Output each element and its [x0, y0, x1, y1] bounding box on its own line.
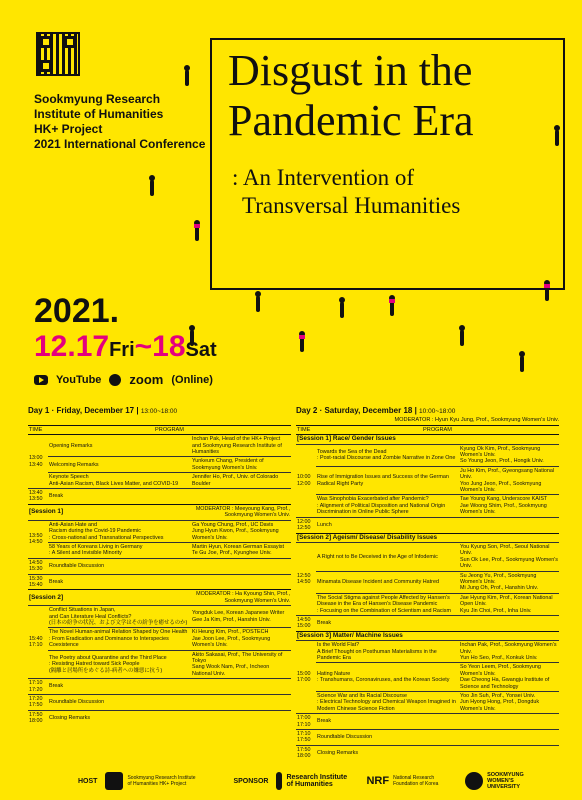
day2-schedule [296, 408, 559, 761]
nrf-logo-icon: NRF [366, 775, 390, 787]
program-cell: Towards the Sea of the Dead : Post-racial Discourse and Zombie Narrative in Zone One [316, 444, 459, 466]
session-title: [Session 1] [28, 504, 191, 520]
day1-table [28, 425, 291, 726]
speaker-cell: Ki Heung Kim, Prof., POSTECH Jae Joon Lee, Prof., Sookmyung Women's Univ. [191, 628, 291, 650]
time-cell: 15:40 17:10 [28, 606, 48, 679]
session-row [28, 590, 291, 606]
end-weekday: Sat [185, 339, 217, 361]
speaker-cell: Kyung Ok Kim, Prof., Sookmyung Women's Univ. So Young Jeon, Prof., Hongik Univ. [459, 444, 559, 466]
time-cell: 10:00 12:00 [296, 444, 316, 517]
program-cell: Break [48, 574, 291, 590]
walking-person-icon [300, 336, 304, 352]
time-cell: 17:50 18:00 [28, 710, 48, 725]
title-line: Disgust in the [228, 46, 473, 95]
session-title: [Session 2] Ageism/ Disease/ Disability Issues [296, 533, 559, 542]
speaker-cell: Inchan Pak, Head of the HK+ Project and Sookmyung Research Institute of Humanities [191, 435, 291, 457]
session-row [28, 504, 291, 520]
program-cell: Conflict Situations in Japan, and Can Literature Heal Conflicts? (日本の紛争の状況、および文学はその紛争を癒せるのか) [48, 606, 191, 628]
program-cell: Roundtable Discussion [316, 730, 559, 746]
time-cell: 17:10 17:20 [28, 679, 48, 695]
program-cell: Roundtable Discussion [48, 558, 291, 574]
time-cell: 13:40 13:50 [28, 489, 48, 505]
program-cell: Closing Remarks [48, 710, 291, 725]
schedule-row [296, 641, 559, 663]
time-cell: 15:00 17:00 [296, 641, 316, 714]
time-cell: 17:00 17:10 [296, 714, 316, 730]
program-cell: 58 Years of Koreans Living in Germany : A Silent and Invisible Minority [48, 542, 191, 558]
sponsor-org: National Research Foundation of Korea [393, 775, 439, 787]
speaker-cell: Tae Young Kang, Underscore KAIST Jae Woong Shim, Prof., Sookmyung Women's Univ. [459, 495, 559, 517]
youtube-label[interactable]: YouTube [56, 373, 102, 386]
program-cell: Hating Nature : Transhumans, Coronaviruses, and the Korean Society [316, 663, 459, 692]
day1-heading: Day 1 · Friday, December 17 | 13:00~18:00 [28, 406, 178, 415]
schedule-row [28, 695, 291, 711]
walking-person-icon [340, 302, 344, 318]
speaker-cell: So Yeon Leem, Prof., Sookmyung Women's Univ. Dae Cheong Ha, Gwangju Institute of Science and Technology [459, 663, 559, 692]
start-weekday: Fri [109, 339, 135, 361]
time-cell: 17:20 17:50 [28, 695, 48, 711]
time-cell: 13:50 14:50 [28, 520, 48, 558]
program-cell: Roundtable Discussion [48, 695, 291, 711]
schedule-row [296, 730, 559, 746]
program-cell: The Poetry about Quarantine and the Third Place : Resisting Hatred toward Sick People (隔離と居場所をめぐる詩-病者への嫌悪に抗う) [48, 650, 191, 679]
speaker-cell: Yongduk Lee, Korean Japanese Writer Gee Ja Kim, Prof., Hanshin Univ. [191, 606, 291, 628]
walking-person-icon [390, 300, 394, 316]
host-label: HOST [78, 777, 98, 785]
institute-line: HK+ Project [34, 122, 103, 136]
session-row [296, 435, 559, 444]
qr-corner [40, 60, 52, 72]
schedule-row [296, 466, 559, 495]
event-year: 2021. [34, 292, 120, 330]
subtitle-line: Transversal Humanities [242, 193, 461, 218]
speaker-cell: Ga Young Chung, Prof., UC Davis Jung Hyun Kwon, Prof., Sookmyung Women's Univ. [191, 520, 291, 542]
speaker-cell: Martin Hyun, Korean German Essayist Te Gu Joe, Prof., Kyunghee Univ. [191, 542, 291, 558]
day1-hours: 13:00~18:00 [140, 408, 178, 415]
program-cell: Closing Remarks [316, 745, 559, 760]
day2-moderator: MODERATOR : Hyun Kyu Jung, Prof., Sookmyung Women's Univ. [394, 417, 559, 424]
program-cell: Rise of Immigration Issues and Success of the German Radical Right Party [316, 466, 459, 495]
schedule-row [28, 520, 291, 542]
qr-corner [64, 36, 76, 48]
program-cell: A Right not to Be Deceived in the Age of Infodemic [316, 542, 459, 571]
sponsor-org: Research Institute of Humanities [286, 774, 348, 788]
time-cell: 14:50 15:00 [296, 615, 316, 631]
program-cell: Was Sinophobia Exacerbated after Pandemic? : Alignment of Political Disposition and National Origin Discrimination in Online Public Sphere [316, 495, 459, 517]
session-title: [Session 2] [28, 590, 191, 606]
walking-person-icon [185, 70, 189, 86]
university-seal-icon [465, 772, 483, 790]
program-cell: Break [316, 615, 559, 631]
speaker-cell: Jae Hyung Kim, Prof., Korean National Open Univ. Kyu Jin Choi, Prof., Inha Univ. [459, 593, 559, 615]
event-dates [34, 330, 217, 364]
walking-person-icon [195, 225, 199, 241]
conference-title [228, 46, 474, 146]
program-cell: Break [316, 714, 559, 730]
schedule-row [28, 558, 291, 574]
day2-hours: 10:00~18:00 [419, 408, 456, 415]
online-label: (Online) [171, 373, 213, 386]
schedule-row [28, 710, 291, 725]
youtube-icon [34, 375, 48, 385]
time-cell: 12:50 14:50 [296, 542, 316, 615]
host-org: Sookmyung Research Institute of Humanities HK+ Project [127, 775, 196, 787]
conference-subtitle [232, 164, 460, 220]
sponsor-org: SOOKMYUNG WOMEN'S UNIVERSITY [487, 772, 524, 790]
schedule-row [296, 615, 559, 631]
time-cell: 17:50 18:00 [296, 745, 316, 760]
qr-code[interactable] [36, 32, 80, 76]
session-row [296, 631, 559, 640]
time-cell: 13:00 13:40 [28, 435, 48, 489]
time-cell: 14:50 15:30 [28, 558, 48, 574]
schedule-row [296, 745, 559, 760]
sponsor-label: SPONSOR [233, 777, 269, 785]
session-moderator: MODERATOR : Meeyoung Kang, Prof., Sookmyung Women's Univ. [191, 504, 291, 520]
walking-person-icon [520, 356, 524, 372]
program-cell: The Social Stigma against People Affected by Hansen's Disease in the Era of Hansen's Disease Pandemic : Focusing on the Combination of Scientism and Racism [316, 593, 459, 615]
schedule-row [28, 679, 291, 695]
speaker-cell: You Kyung Son, Prof., Seoul National Univ. Sun Ok Lee, Prof., Sookmyung Women's Univ. [460, 543, 559, 570]
walking-person-icon [256, 296, 260, 312]
program-header: PROGRAM [48, 425, 291, 434]
speaker-cell: Jennifer Ho, Prof., Univ. of Colorado Boulder [191, 473, 291, 489]
schedule-row [296, 663, 559, 692]
schedule-row [296, 692, 559, 714]
session-title: [Session 1] Race/ Gender Issues [296, 435, 559, 444]
date-separator: ~ [134, 330, 153, 363]
schedule-row [28, 473, 291, 489]
program-header: PROGRAM [316, 425, 559, 434]
time-cell: 15:30 15:40 [28, 574, 48, 590]
schedule-row [296, 593, 559, 615]
time-cell: 12:00 12:50 [296, 517, 316, 533]
session-title: [Session 3] Matter/ Machine Issues [296, 631, 559, 640]
schedule-row [28, 574, 291, 590]
time-header: TIME [296, 425, 316, 434]
day2-table [296, 425, 559, 761]
subtitle-line: : An Intervention of [232, 165, 415, 190]
qr-corner [40, 36, 52, 48]
zoom-label[interactable]: zoom [129, 372, 164, 387]
program-cell: Science War and Its Racial Discourse : Electrical Technology and Chemical Weapon Imagined in Modern Chinese Science Fiction [316, 692, 459, 714]
program-cell: Is the World Flat? A Brief Thought on Posthuman Materialisms in the Pandemic Era [316, 641, 459, 663]
time-cell: 17:10 17:50 [296, 730, 316, 746]
schedule-row [296, 495, 559, 517]
zoom-icon [109, 374, 121, 386]
day1-schedule [28, 408, 291, 726]
session-moderator: MODERATOR : Ha Kyoung Shin, Prof., Sookmyung Women's Univ. [191, 590, 291, 606]
host-logo-icon [105, 772, 123, 790]
title-line: Pandemic Era [228, 96, 474, 145]
schedule-row [28, 489, 291, 505]
institute-line: 2021 International Conference [34, 137, 206, 151]
institute-line: Institute of Humanities [34, 107, 164, 121]
footer [0, 762, 582, 800]
speaker-cell: Yoo Jin Suh, Prof., Yonsei Univ. Jun Hyong Hong, Prof., Dongduk Women's Univ. [459, 692, 559, 714]
schedule-row [28, 542, 291, 558]
walking-person-icon [555, 130, 559, 146]
streaming-platforms [34, 372, 213, 387]
program-cell: Welcoming Remarks [48, 457, 191, 473]
day2-heading: Day 2 · Saturday, December 18 | 10:00~18:00 [296, 406, 456, 415]
time-header: TIME [28, 425, 48, 434]
schedule-row [296, 714, 559, 730]
sponsor-logo-icon [276, 772, 282, 790]
schedule-row [28, 457, 291, 473]
schedule-row [296, 517, 559, 533]
speaker-cell: Yunkeum Chang, President of Sookmyung Women's Univ. [191, 457, 291, 473]
start-date: 12.17 [34, 330, 110, 363]
walking-person-icon [545, 285, 549, 301]
program-cell: Lunch [316, 517, 559, 533]
speaker-cell: Akito Sakasai, Prof., The University of Tokyo Sang Wook Nam, Prof., Incheon National Univ. [191, 650, 291, 679]
program-cell: The Novel Human-animal Relation Shaped by One Health : From Eradication and Dominance to Interspecies Coexistence [48, 628, 191, 650]
walking-person-icon [150, 180, 154, 196]
program-cell: Opening Remarks [48, 435, 191, 457]
institute-line: Sookmyung Research [34, 92, 161, 106]
schedule-row [296, 444, 559, 466]
program-cell: Keynote Speech Anti-Asian Racism, Black Lives Matter, and COVID-19 [48, 473, 191, 489]
schedule-row [28, 435, 291, 457]
speaker-cell: Su Jeong Yu, Prof., Sookmyung Women's Univ. Mi Jung Oh, Prof., Hanshin Univ. [459, 571, 559, 593]
speaker-cell: Inchan Pak, Prof., Sookmyung Women's Univ. Yun Ho Seo, Prof., Konkuk Univ. [459, 641, 559, 663]
session-row [296, 533, 559, 542]
speaker-cell: Ju Ho Kim, Prof., Gyeongsang National Univ. Yoo Jung Jeon, Prof., Sookmyung Women's Univ. [459, 466, 559, 495]
walking-person-icon [460, 330, 464, 346]
program-cell: Anti-Asian Hate and Racism during the Covid-19 Pandemic : Cross-national and Transnational Perspectives [48, 520, 191, 542]
end-date: 18 [152, 330, 186, 363]
schedule-row [28, 628, 291, 650]
program-cell: Break [48, 489, 291, 505]
schedule-row [28, 650, 291, 679]
schedule-row [296, 571, 559, 593]
program-cell: Break [48, 679, 291, 695]
program-cell: Minamata Disease Incident and Community Hatred [316, 571, 459, 593]
institute-name [34, 92, 205, 152]
schedule-row [28, 606, 291, 628]
schedule-row [296, 542, 559, 571]
